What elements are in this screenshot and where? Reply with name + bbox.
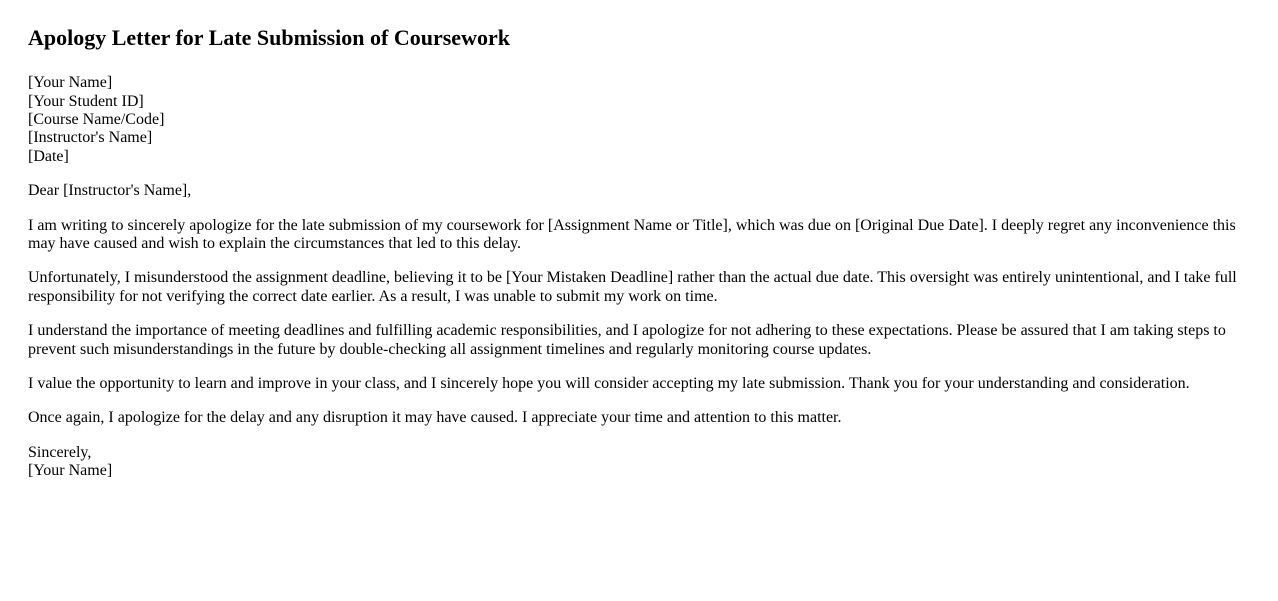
body-paragraph-explanation: Unfortunately, I misunderstood the assignment deadline, believing it to be [Your Mistaken Deadline] rather than the actual due date. This oversight was entirely unintentional, and I take full responsibility for not verifying the correct date earlier. As a result, I was unable to submit my work on time. [28, 269, 1237, 305]
body-paragraph-thanks: Once again, I apologize for the delay and any disruption it may have caused. I appreciate your time and attention to this matter. [28, 409, 842, 427]
address-line-your-name: [Your Name] [28, 74, 113, 92]
body-paragraph-request: I value the opportunity to learn and improve in your class, and I sincerely hope you will consider accepting my late submission. Thank you for your understanding and consideration. [28, 374, 1190, 392]
address-line-course: [Course Name/Code] [28, 111, 165, 129]
address-block [28, 74, 1250, 166]
salutation: Dear [Instructor's Name], [28, 182, 192, 200]
body-paragraph-apology: I am writing to sincerely apologize for the late submission of my coursework for [Assignment Name or Title], which was due on [Original Due Date]. I deeply regret any inconvenience this may have caused and wish to explain the circumstances that led to this delay. [28, 216, 1236, 253]
closing-line: Sincerely, [28, 443, 92, 461]
address-line-student-id: [Your Student ID] [28, 92, 144, 110]
address-line-date: [Date] [28, 147, 69, 165]
body-paragraph-responsibility: I understand the importance of meeting deadlines and fulfilling academic responsibilities, and I apologize for not adhering to these expectations. Please be assured that I am taking steps to prevent such misunderstandings in the future by double-checking all assignment timelines and regularly monitoring course updates. [28, 322, 1226, 358]
signature-block [28, 444, 1250, 481]
signature-line: [Your Name] [28, 462, 113, 480]
address-line-instructor: [Instructor's Name] [28, 129, 153, 147]
page-title: Apology Letter for Late Submission of Coursework [28, 25, 510, 50]
